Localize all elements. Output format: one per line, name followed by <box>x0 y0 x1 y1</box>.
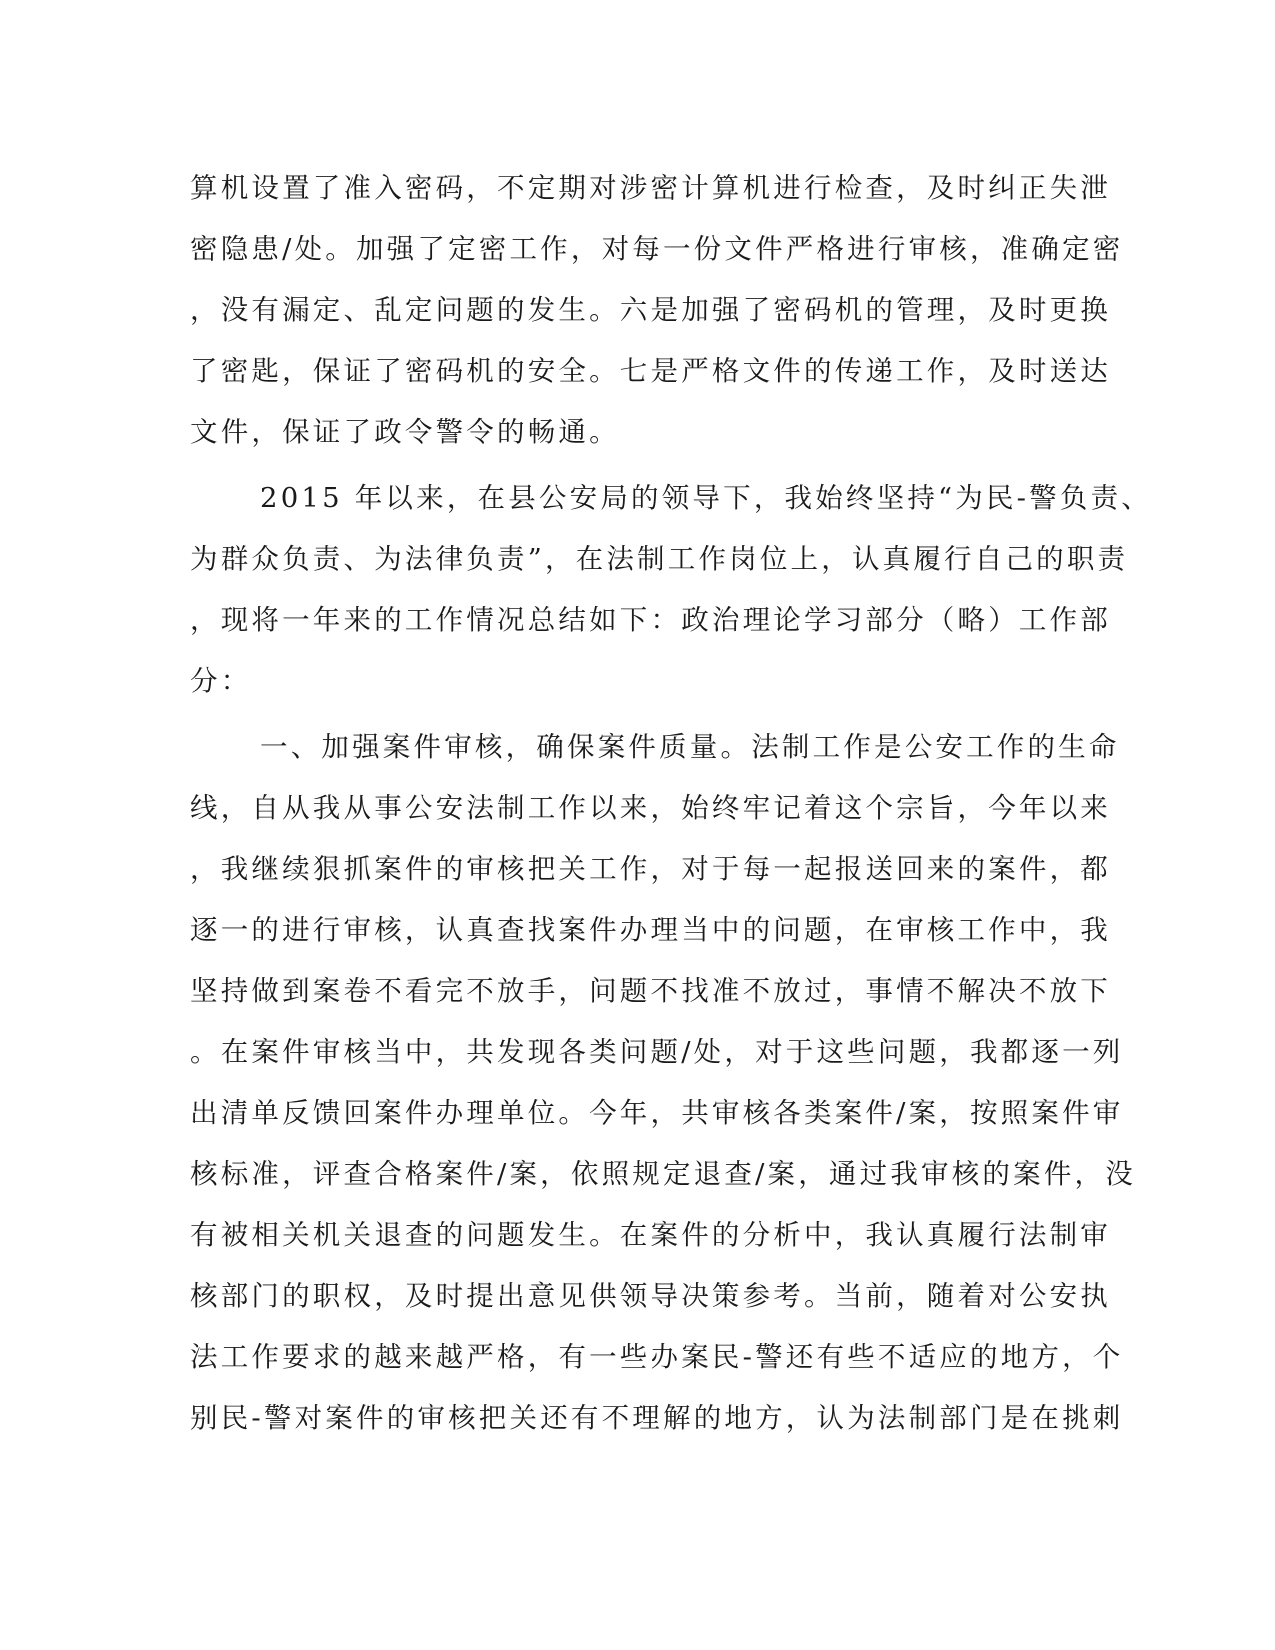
text-line: 别民-警对案件的审核把关还有不理解的地方，认为法制部门是在挑刺 <box>190 1402 1124 1434</box>
text-line: 算机设置了准入密码，不定期对涉密计算机进行检查，及时纠正失泄 <box>190 172 1111 204</box>
text-line: ，我继续狠抓案件的审核把关工作，对于每一起报送回来的案件，都 <box>190 853 1111 885</box>
text-line: 出清单反馈回案件办理单位。今年，共审核各类案件/案，按照案件审 <box>190 1097 1124 1129</box>
text-line: 线，自从我从事公安法制工作以来，始终牢记着这个宗旨，今年以来 <box>190 792 1111 824</box>
paragraph <box>190 158 1124 463</box>
document-body <box>190 158 1152 1449</box>
text-line: 核部门的职权，及时提出意见供领导决策参考。当前，随着对公安执 <box>190 1280 1111 1312</box>
text-line: 一、加强案件审核，确保案件质量。法制工作是公安工作的生命 <box>260 731 1120 763</box>
paragraph <box>190 717 1136 1449</box>
text-line: 有被相关机关退查的问题发生。在案件的分析中，我认真履行法制审 <box>190 1219 1111 1251</box>
text-line: ，没有漏定、乱定问题的发生。六是加强了密码机的管理，及时更换 <box>190 294 1111 326</box>
text-line: 了密匙，保证了密码机的安全。七是严格文件的传递工作，及时送达 <box>190 355 1111 387</box>
text-line: 2015 年以来，在县公安局的领导下，我始终坚持“为民-警负责、 <box>260 482 1152 514</box>
text-line: 坚持做到案卷不看完不放手，问题不找准不放过，事情不解决不放下 <box>190 975 1111 1007</box>
text-line: 核标准，评查合格案件/案，依照规定退查/案，通过我审核的案件，没 <box>190 1158 1136 1190</box>
text-line: 。在案件审核当中，共发现各类问题/处，对于这些问题，我都逐一列 <box>190 1036 1124 1068</box>
text-line: 文件，保证了政令警令的畅通。 <box>190 416 620 448</box>
paragraph <box>190 468 1152 712</box>
text-line: 分： <box>190 665 252 697</box>
text-line: ，现将一年来的工作情况总结如下：政治理论学习部分（略）工作部 <box>190 604 1111 636</box>
text-line: 密隐患/处。加强了定密工作，对每一份文件严格进行审核，准确定密 <box>190 233 1124 265</box>
text-line: 逐一的进行审核，认真查找案件办理当中的问题，在审核工作中，我 <box>190 914 1111 946</box>
text-line: 法工作要求的越来越严格，有一些办案民-警还有些不适应的地方，个 <box>190 1341 1124 1373</box>
text-line: 为群众负责、为法律负责”，在法制工作岗位上，认真履行自己的职责 <box>190 543 1129 575</box>
